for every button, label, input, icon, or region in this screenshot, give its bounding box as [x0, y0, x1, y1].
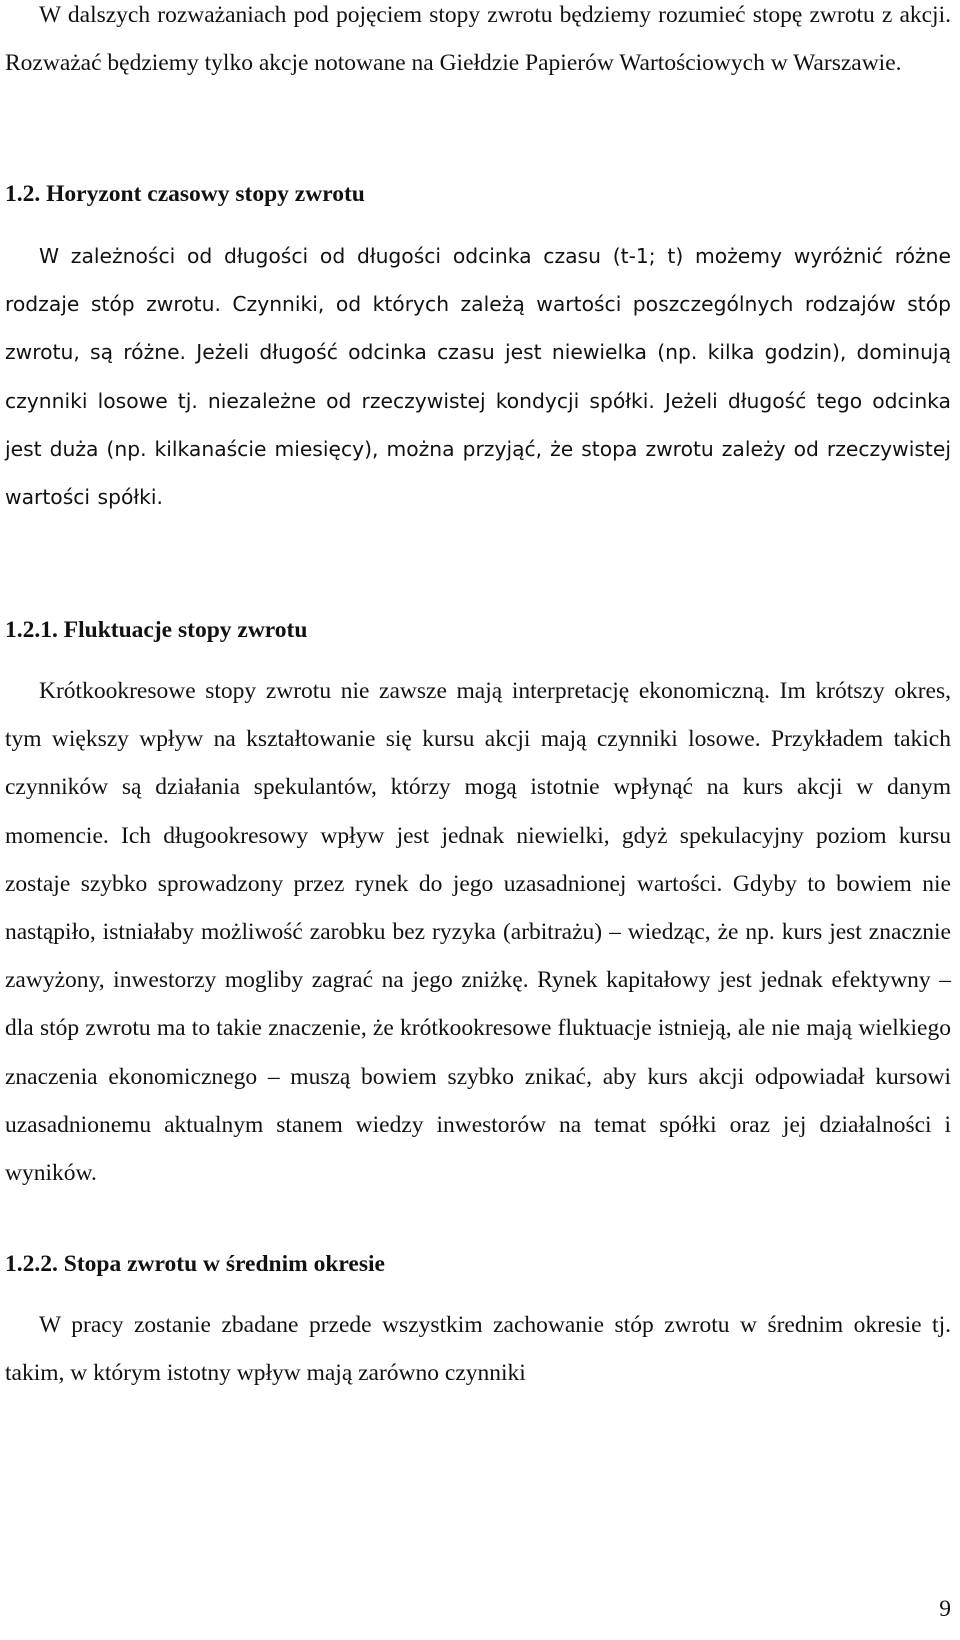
section-heading-1-2-1: 1.2.1. Fluktuacje stopy zwrotu [5, 617, 308, 643]
paragraph-intro: W dalszych rozważaniach pod pojęciem stopy zwrotu będziemy rozumieć stopę zwrotu z akcji. Rozważać będziemy tylko akcje notowane na Giełdzie Papierów Wartościowych w Warszawie. [5, 2, 951, 77]
page-number: 9 [939, 1596, 951, 1622]
section-heading-1-2-2: 1.2.2. Stopa zwrotu w średnim okresie [5, 1251, 385, 1277]
paragraph-fluctuations: Krótkookresowe stopy zwrotu nie zawsze mają interpretację ekonomiczną. Im krótszy okres, tym większy wpływ na kształtowanie się kursu akcji mają czynniki losowe. Przykładem takich czynników są działania spekulantów, którzy mogą istotnie wpłynąć na kurs akcji w danym momencie. Ich długookresowy wpływ jest jednak niewielki, gdyż spekulacyjny poziom kursu zostaje szybko sprowadzony przez rynek do jego uzasadnionej wartości. Gdyby to bowiem nie nastąpiło, istniałaby możliwość zarobku bez ryzyka (arbitrażu) – wiedząc, że np. kurs jest znacznie zawyżony, inwestorzy mogliby zagrać na jego zniżkę. Rynek kapitałowy jest jednak efektywny – dla stóp zwrotu ma to takie znaczenie, że krótkookresowe fluktuacje istnieją, ale nie mają wielkiego znaczenia ekonomicznego – muszą bowiem szybko znikać, aby kurs akcji odpowiadał kursowi uzasadnionemu aktualnym stanem wiedzy inwestorów na temat spółki oraz jej działalności i wyników. [5, 678, 951, 1187]
paragraph-horizon: W zależności od długości od długości odcinka czasu (t-1; t) możemy wyróżnić różne rodzaje stóp zwrotu. Czynniki, od których zależą wartości poszczególnych rodzajów stóp zwrotu, są różne. Jeżeli długość odcinka czasu jest niewielka (np. kilka godzin), dominują czynniki losowe tj. niezależne od rzeczywistej kondycji spółki. Jeżeli długość tego odcinka jest duża (np. kilkanaście miesięcy), można przyjąć, że stopa zwrotu zależy od rzeczywistej wartości spółki. [5, 244, 951, 510]
paragraph-medium-term: W pracy zostanie zbadane przede wszystkim zachowanie stóp zwrotu w średnim okresie tj. takim, w którym istotny wpływ mają zarówno czynniki [5, 1312, 951, 1387]
section-heading-1-2: 1.2. Horyzont czasowy stopy zwrotu [5, 181, 365, 207]
